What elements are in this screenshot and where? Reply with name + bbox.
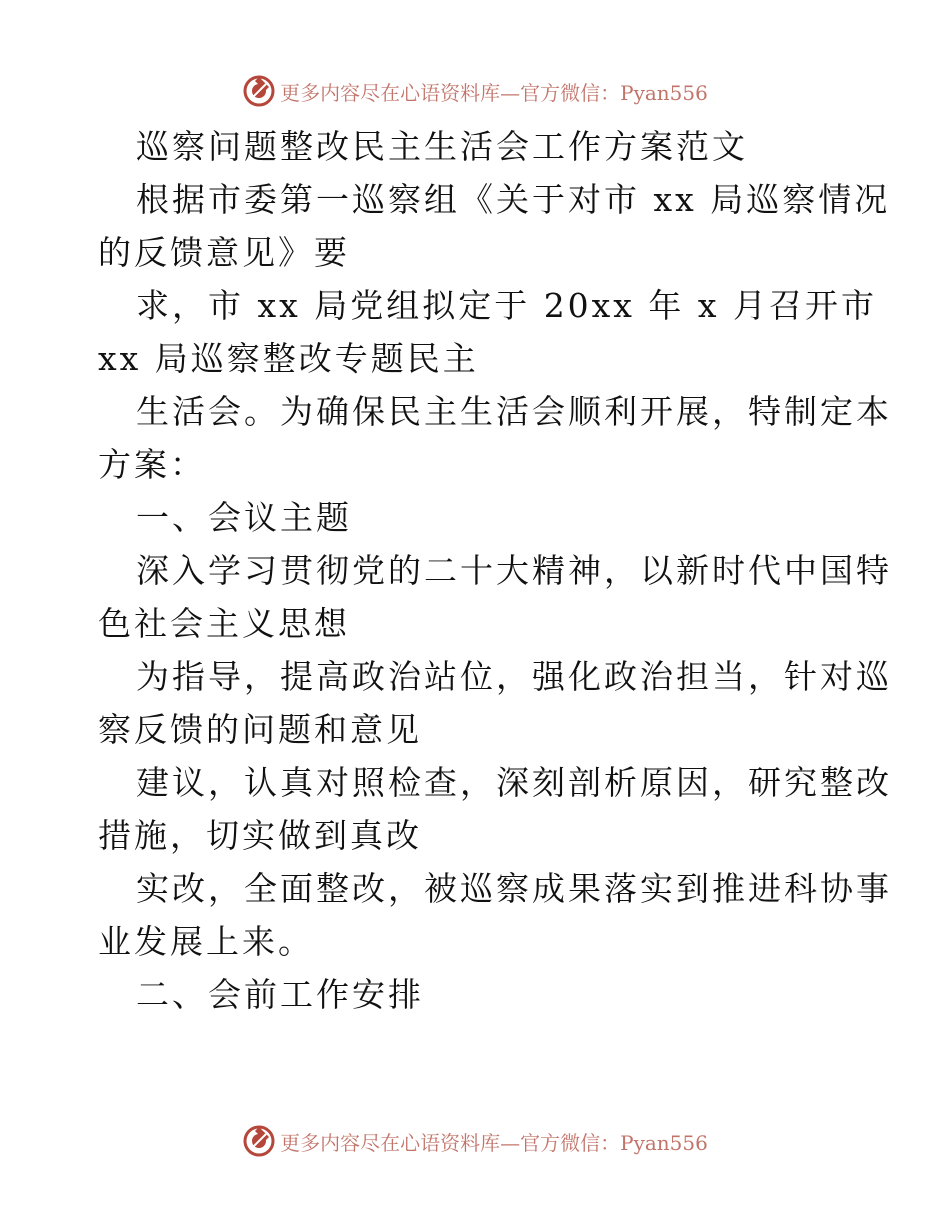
watermark-text: 更多内容尽在心语资料库—官方微信：Pyan556 bbox=[280, 80, 708, 105]
paragraph-line: 业发展上来。 bbox=[98, 922, 314, 961]
watermark-text: 更多内容尽在心语资料库—官方微信：Pyan556 bbox=[280, 1130, 708, 1155]
pen-logo-icon bbox=[242, 1124, 276, 1158]
paragraph-line: 方案： bbox=[98, 445, 206, 484]
paragraph-line: 的反馈意见》要 bbox=[98, 233, 350, 272]
paragraph-line: 生活会。为确保民主生活会顺利开展，特制定本 bbox=[136, 392, 892, 431]
paragraph-line: xx 局巡察整改专题民主 bbox=[98, 339, 479, 378]
paragraph-line: 建议，认真对照检查，深刻剖析原因，研究整改 bbox=[136, 763, 892, 802]
paragraph-line: 根据市委第一巡察组《关于对市 xx 局巡察情况 bbox=[136, 180, 891, 219]
paragraph-line: 色社会主义思想 bbox=[98, 604, 350, 643]
paragraph-line: 求，市 xx 局党组拟定于 20xx 年 x 月召开市 bbox=[136, 286, 877, 325]
section-heading: 二、会前工作安排 bbox=[136, 975, 424, 1014]
header-watermark-banner bbox=[0, 71, 950, 111]
document-body bbox=[98, 120, 892, 1021]
pen-logo-icon bbox=[242, 74, 276, 108]
section-heading: 一、会议主题 bbox=[136, 498, 352, 537]
paragraph-line: 察反馈的问题和意见 bbox=[98, 710, 422, 749]
paragraph-line: 实改，全面整改，被巡察成果落实到推进科协事 bbox=[136, 869, 892, 908]
footer-watermark-banner bbox=[0, 1121, 950, 1161]
paragraph-line: 为指导，提高政治站位，强化政治担当，针对巡 bbox=[136, 657, 892, 696]
paragraph-line: 深入学习贯彻党的二十大精神，以新时代中国特 bbox=[136, 551, 892, 590]
paragraph-line: 措施，切实做到真改 bbox=[98, 816, 422, 855]
document-title: 巡察问题整改民主生活会工作方案范文 bbox=[136, 127, 748, 166]
